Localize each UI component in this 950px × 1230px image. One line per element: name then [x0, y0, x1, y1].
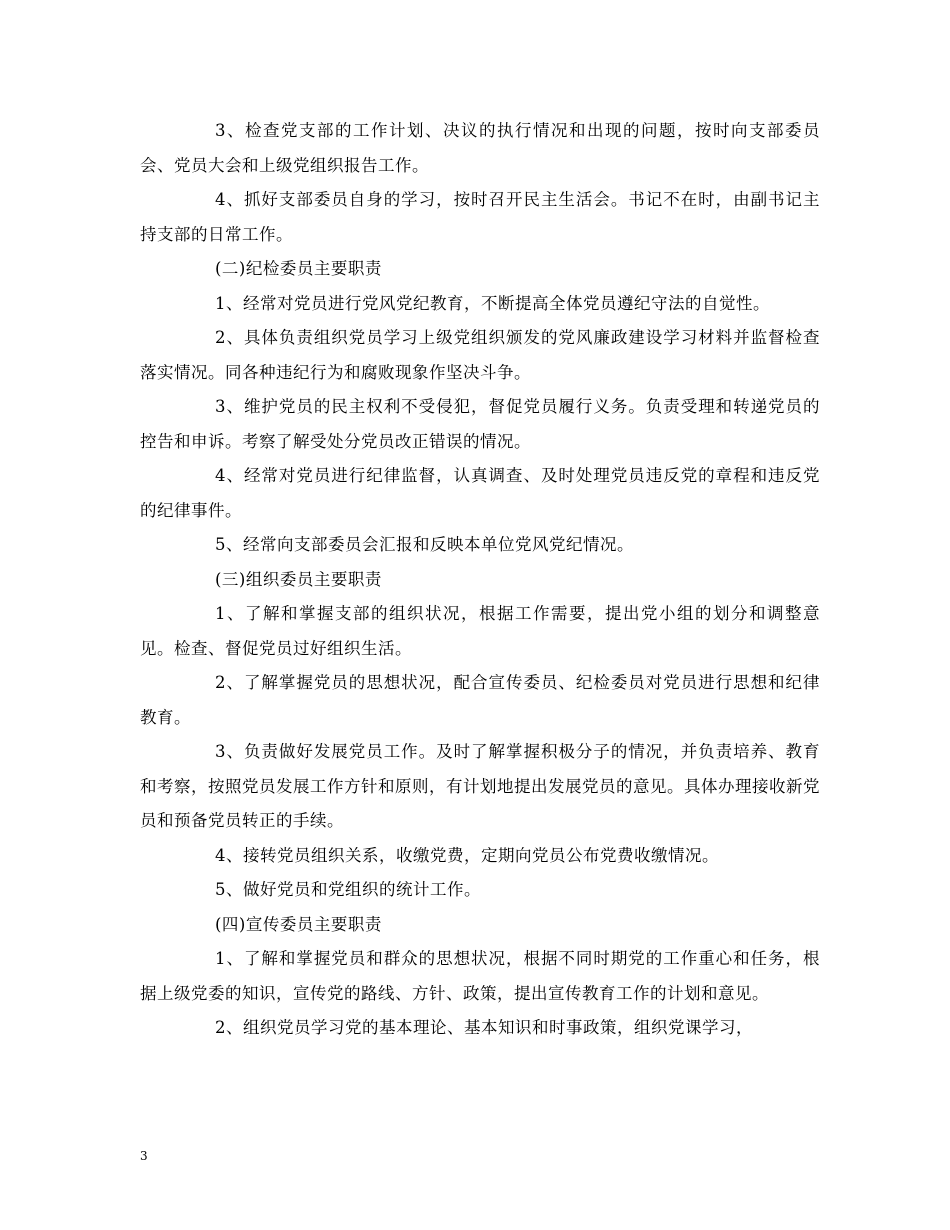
paragraph: 2、具体负责组织党员学习上级党组织颁发的党风廉政建设学习材料并监督检查落实情况。同各种违纪行为和腐败现象作坚决斗争。 — [140, 328, 820, 382]
body-text — [140, 114, 820, 1046]
paragraph: 3、维护党员的民主权利不受侵犯，督促党员履行义务。负责受理和转递党员的控告和申诉。考察了解受处分党员改正错误的情况。 — [140, 397, 820, 451]
paragraph: 3、检查党支部的工作计划、决议的执行情况和出现的问题，按时向支部委员会、党员大会和上级党组织报告工作。 — [140, 121, 820, 175]
paragraph: 5、做好党员和党组织的统计工作。 — [215, 880, 481, 899]
paragraph: 2、了解掌握党员的思想状况，配合宣传委员、纪检委员对党员进行思想和纪律教育。 — [140, 673, 820, 727]
paragraph: 5、经常向支部委员会汇报和反映本单位党风党纪情况。 — [215, 535, 634, 554]
paragraph: 4、经常对党员进行纪律监督，认真调查、及时处理党员违反党的章程和违反党的纪律事件。 — [140, 466, 820, 520]
paragraph: 2、组织党员学习党的基本理论、基本知识和时事政策，组织党课学习， — [215, 1018, 753, 1037]
paragraph: 1、了解和掌握党员和群众的思想状况，根据不同时期党的工作重心和任务，根据上级党委的知识，宣传党的路线、方针、政策，提出宣传教育工作的计划和意见。 — [140, 949, 820, 1003]
paragraph: 1、了解和掌握支部的组织状况，根据工作需要，提出党小组的划分和调整意见。检查、督促党员过好组织生活。 — [140, 604, 820, 658]
paragraph: 4、接转党员组织关系，收缴党费，定期向党员公布党费收缴情况。 — [215, 845, 719, 865]
section-heading: (二)纪检委员主要职责 — [215, 259, 382, 278]
paragraph: 1、经常对党员进行党风党纪教育，不断提高全体党员遵纪守法的自觉性。 — [215, 293, 770, 313]
section-heading: (三)组织委员主要职责 — [215, 569, 382, 589]
paragraph: 3、负责做好发展党员工作。及时了解掌握积极分子的情况，并负责培养、教育和考察，按照党员发展工作方针和原则，有计划地提出发展党员的意见。具体办理接收新党员和预备党员转正的手续。 — [140, 742, 820, 830]
paragraph: 4、抓好支部委员自身的学习，按时召开民主生活会。书记不在时，由副书记主持支部的日常工作。 — [140, 190, 820, 244]
page-number: 3 — [140, 1149, 148, 1163]
section-heading: (四)宣传委员主要职责 — [215, 914, 382, 934]
